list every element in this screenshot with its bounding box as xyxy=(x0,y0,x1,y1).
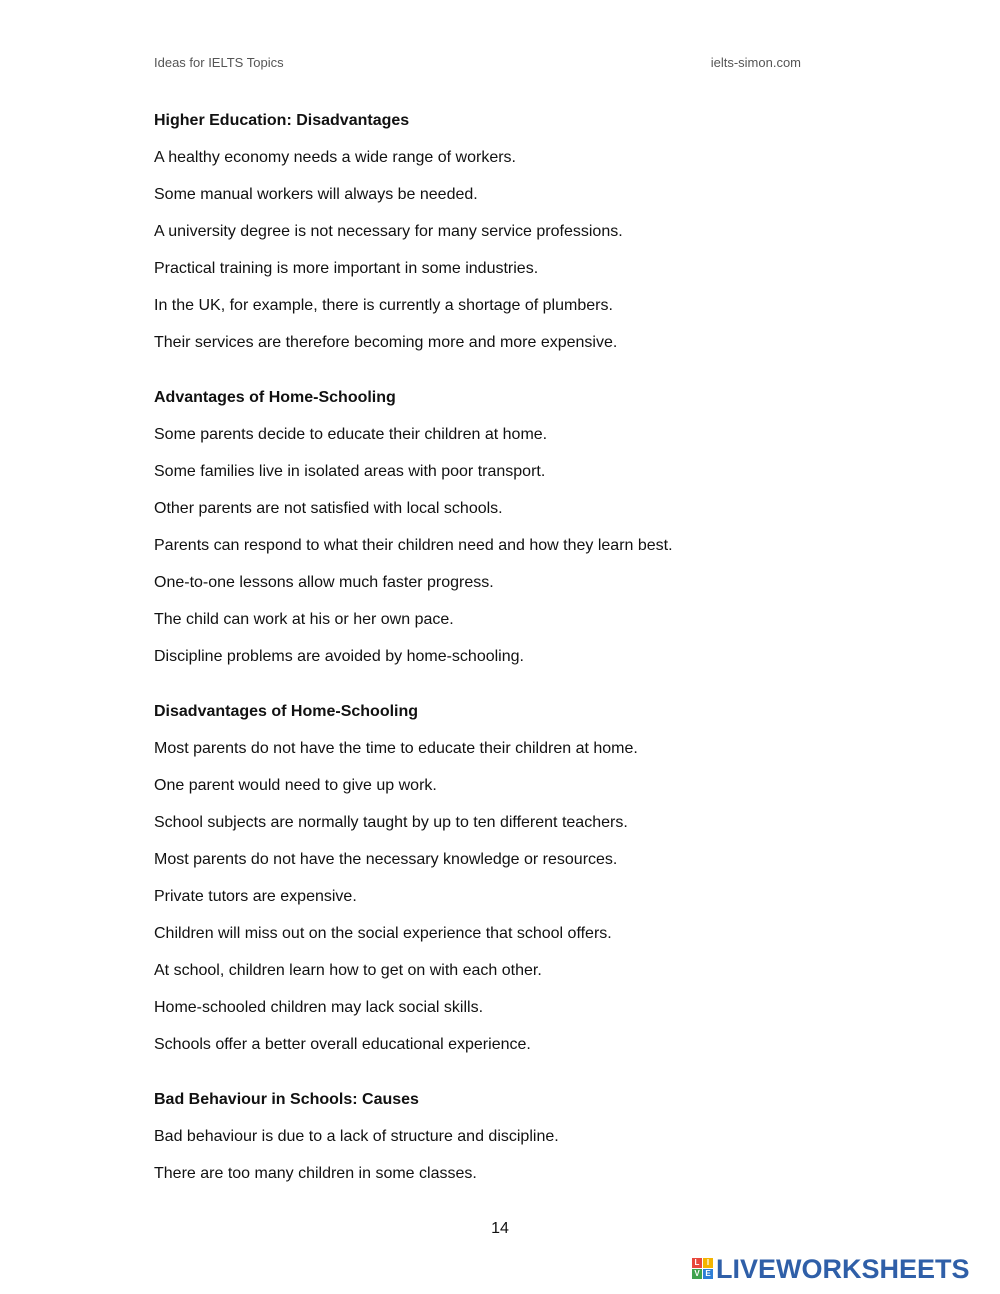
list-item: Most parents do not have the time to educate their children at home. xyxy=(154,740,638,757)
list-item: Most parents do not have the necessary knowledge or resources. xyxy=(154,851,618,868)
list-item: Parents can respond to what their children need and how they learn best. xyxy=(154,537,673,554)
list-item: Children will miss out on the social experience that school offers. xyxy=(154,925,612,942)
list-item: Bad behaviour is due to a lack of structure and discipline. xyxy=(154,1128,559,1145)
page-header xyxy=(154,55,801,73)
list-item: Other parents are not satisfied with local schools. xyxy=(154,500,503,517)
live-badge-icon xyxy=(692,1258,714,1280)
list-item: The child can work at his or her own pace. xyxy=(154,611,454,628)
badge-letter: E xyxy=(703,1269,713,1279)
list-item: Some parents decide to educate their children at home. xyxy=(154,426,548,443)
list-item: Schools offer a better overall educational experience. xyxy=(154,1036,531,1053)
header-website: ielts-simon.com xyxy=(710,55,801,70)
list-item: A healthy economy needs a wide range of workers. xyxy=(154,149,516,166)
list-item: At school, children learn how to get on with each other. xyxy=(154,962,542,979)
page-number: 14 xyxy=(491,1220,509,1237)
badge-letter: L xyxy=(692,1258,702,1268)
list-item: Practical training is more important in some industries. xyxy=(154,260,539,277)
section-heading: Advantages of Home-Schooling xyxy=(154,389,396,406)
list-item: Private tutors are expensive. xyxy=(154,888,357,905)
list-item: Discipline problems are avoided by home-schooling. xyxy=(154,648,524,665)
list-item: Their services are therefore becoming more and more expensive. xyxy=(154,334,618,351)
logo-text: LIVEWORKSHEETS xyxy=(716,1254,970,1284)
section-heading: Disadvantages of Home-Schooling xyxy=(154,703,419,720)
section-heading: Higher Education: Disadvantages xyxy=(154,112,410,129)
badge-letter: V xyxy=(692,1269,702,1279)
section-heading: Bad Behaviour in Schools: Causes xyxy=(154,1091,419,1108)
liveworksheets-logo[interactable] xyxy=(692,1254,992,1286)
badge-letter: I xyxy=(703,1258,713,1268)
list-item: Home-schooled children may lack social skills. xyxy=(154,999,484,1016)
list-item: There are too many children in some classes. xyxy=(154,1165,477,1182)
list-item: In the UK, for example, there is currently a shortage of plumbers. xyxy=(154,297,613,314)
list-item: Some families live in isolated areas with poor transport. xyxy=(154,463,546,480)
list-item: School subjects are normally taught by up to ten different teachers. xyxy=(154,814,628,831)
list-item: Some manual workers will always be needed. xyxy=(154,186,478,203)
header-title: Ideas for IELTS Topics xyxy=(154,55,284,70)
list-item: A university degree is not necessary for many service professions. xyxy=(154,223,623,240)
list-item: One parent would need to give up work. xyxy=(154,777,437,794)
list-item: One-to-one lessons allow much faster progress. xyxy=(154,574,494,591)
